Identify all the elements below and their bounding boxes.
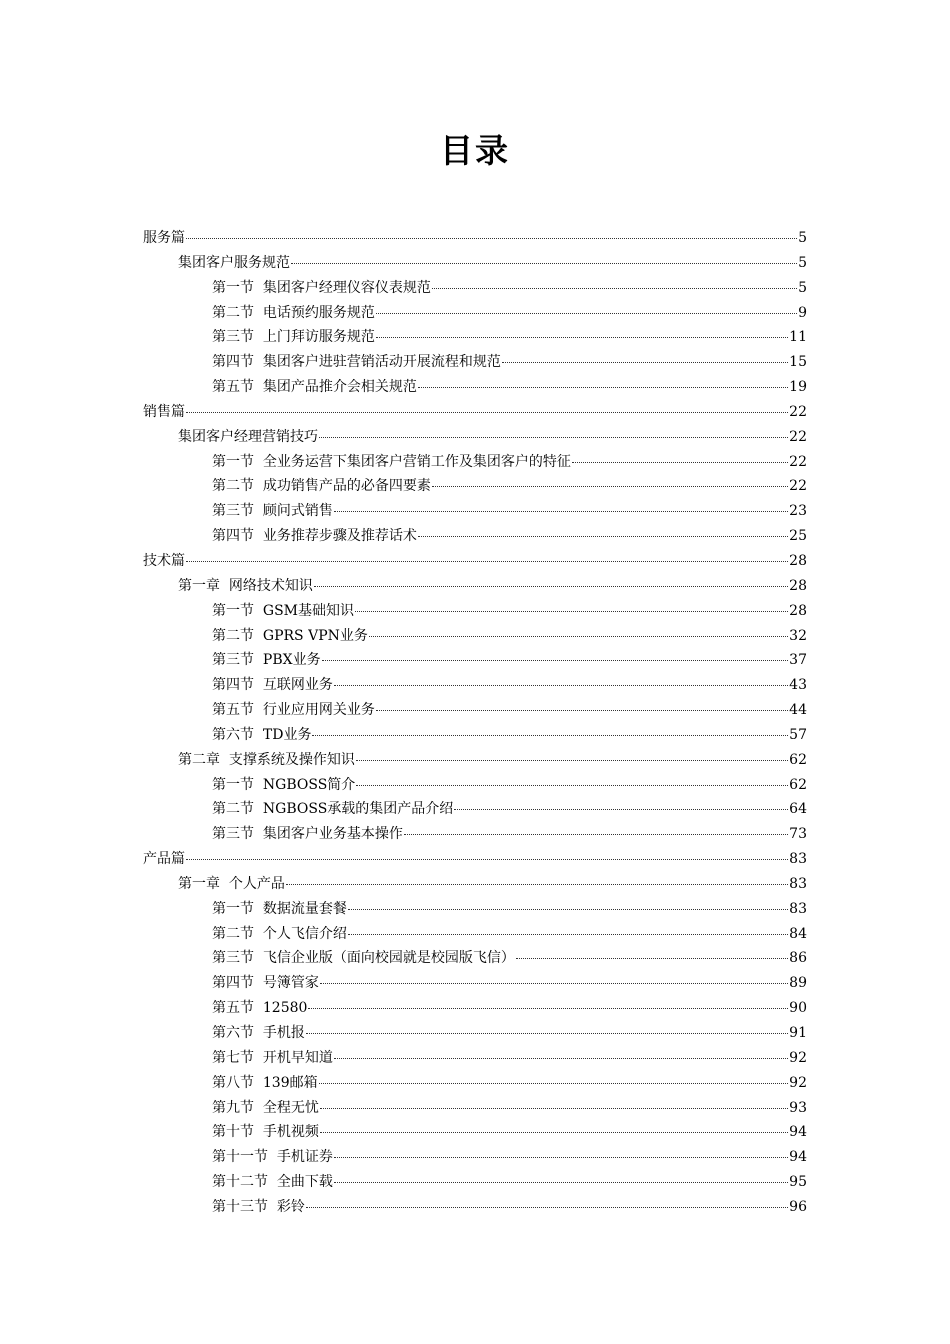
toc-entry-label: 服务篇: [143, 230, 185, 246]
toc-entry-label: 第五节 行业应用网关业务: [212, 702, 375, 719]
toc-dot-leader: [502, 362, 788, 363]
toc-entry-page-number: 89: [789, 975, 807, 992]
toc-entry-page-number: 62: [789, 776, 807, 793]
toc-entry-label: 第十三节 彩铃: [212, 1198, 305, 1215]
toc-entry-label: 集团客户经理营销技巧: [178, 428, 318, 445]
toc-dot-leader: [322, 660, 789, 661]
toc-entry-label: 第三节 PBX业务: [212, 652, 321, 669]
toc-entry[interactable]: [143, 748, 807, 773]
toc-entry-page-number: 22: [789, 403, 807, 420]
toc-entry-page-number: 96: [789, 1198, 807, 1215]
toc-entry-page-number: 22: [789, 453, 807, 470]
toc-entry-label: 第二节 NGBOSS承载的集团产品介绍: [212, 801, 454, 818]
toc-entry[interactable]: [143, 673, 807, 698]
toc-dot-leader: [320, 1132, 788, 1133]
toc-entry-label: 集团客户服务规范: [178, 254, 290, 271]
toc-entry[interactable]: [143, 872, 807, 897]
toc-entry-label: 技术篇: [143, 552, 185, 569]
toc-entry-page-number: 23: [789, 503, 807, 520]
toc-entry-page-number: 84: [789, 925, 807, 942]
toc-dot-leader: [286, 884, 788, 885]
toc-entry-page-number: 64: [789, 801, 807, 818]
toc-entry[interactable]: [143, 1096, 807, 1121]
toc-entry[interactable]: [143, 1071, 807, 1096]
toc-dot-leader: [334, 511, 788, 512]
toc-entry-label: 第三节 飞信企业版（面向校园就是校园版飞信）: [212, 950, 515, 967]
toc-entry[interactable]: [143, 1170, 807, 1195]
toc-entry-label: 第十二节 全曲下载: [212, 1174, 333, 1191]
toc-entry-page-number: 62: [789, 751, 807, 768]
toc-entry[interactable]: [143, 946, 807, 971]
toc-entry-label: 第六节 TD业务: [212, 726, 312, 743]
toc-entry-label: 第二章 支撑系统及操作知识: [178, 751, 355, 768]
toc-entry-label: 第二节 GPRS VPN业务: [212, 627, 368, 644]
toc-dot-leader: [334, 1157, 788, 1158]
toc-entry[interactable]: [143, 1145, 807, 1170]
toc-entry[interactable]: [143, 524, 807, 549]
toc-dot-leader: [319, 437, 788, 438]
toc-entry[interactable]: [143, 375, 807, 400]
toc-entry-page-number: 92: [789, 1049, 807, 1066]
toc-entry-label: 第一章 网络技术知识: [178, 577, 313, 594]
toc-entry[interactable]: [143, 822, 807, 847]
toc-dot-leader: [418, 536, 788, 537]
toc-dot-leader: [432, 288, 797, 289]
toc-dot-leader: [432, 486, 788, 487]
toc-entry[interactable]: [143, 971, 807, 996]
toc-entry-label: 第十节 手机视频: [212, 1124, 319, 1141]
toc-dot-leader: [355, 611, 788, 612]
toc-entry-page-number: 57: [789, 726, 807, 743]
toc-entry-page-number: 28: [789, 552, 807, 569]
toc-dot-leader: [320, 1108, 788, 1109]
toc-entry[interactable]: [143, 723, 807, 748]
toc-dot-leader: [348, 909, 788, 910]
toc-entry-page-number: 22: [789, 478, 807, 495]
toc-entry[interactable]: [143, 1195, 807, 1220]
toc-entry-page-number: 19: [789, 379, 807, 396]
toc-entry[interactable]: [143, 400, 807, 425]
toc-entry-label: 第四节 业务推荐步骤及推荐话术: [212, 528, 417, 545]
toc-entry-page-number: 86: [789, 950, 807, 967]
toc-entry-label: 第八节 139邮箱: [212, 1074, 318, 1091]
toc-entry-page-number: 95: [789, 1174, 807, 1191]
toc-entry[interactable]: [143, 922, 807, 947]
toc-entry[interactable]: [143, 897, 807, 922]
toc-entry[interactable]: [143, 450, 807, 475]
toc-entry-page-number: 5: [798, 279, 807, 296]
toc-entry-label: 第二节 个人飞信介绍: [212, 925, 347, 942]
toc-entry-page-number: 37: [789, 652, 807, 669]
toc-entry-page-number: 9: [798, 304, 807, 321]
page-title: 目录: [440, 131, 510, 170]
toc-dot-leader: [356, 785, 788, 786]
toc-entry-label: 第九节 全程无忧: [212, 1099, 319, 1116]
toc-entry[interactable]: [143, 301, 807, 326]
toc-entry-page-number: 92: [789, 1074, 807, 1091]
toc-entry-page-number: 43: [789, 677, 807, 694]
toc-dot-leader: [314, 586, 788, 587]
toc-entry[interactable]: [143, 276, 807, 301]
toc-entry[interactable]: [143, 425, 807, 450]
toc-entry-label: 第二节 电话预约服务规范: [212, 304, 375, 321]
toc-dot-leader: [376, 313, 797, 314]
toc-dot-leader: [454, 809, 788, 810]
toc-dot-leader: [404, 834, 788, 835]
toc-entry[interactable]: [143, 797, 807, 822]
toc-dot-leader: [348, 934, 788, 935]
toc-entry-page-number: 25: [789, 528, 807, 545]
toc-entry-label: 第一节 NGBOSS简介: [212, 776, 356, 793]
toc-entry[interactable]: [143, 996, 807, 1021]
toc-dot-leader: [376, 710, 788, 711]
toc-entry-page-number: 28: [789, 577, 807, 594]
toc-dot-leader: [369, 636, 788, 637]
toc-dot-leader: [312, 735, 788, 736]
toc-entry[interactable]: [143, 325, 807, 350]
toc-entry-page-number: 5: [798, 230, 807, 246]
toc-dot-leader: [418, 387, 788, 388]
toc-entry[interactable]: [143, 499, 807, 524]
toc-entry-label: 第四节 集团客户进驻营销活动开展流程和规范: [212, 354, 501, 371]
toc-dot-leader: [320, 983, 788, 984]
toc-entry[interactable]: [143, 624, 807, 649]
toc-entry-page-number: 44: [789, 702, 807, 719]
table-of-contents: [143, 226, 807, 1220]
toc-entry-page-number: 83: [789, 851, 807, 868]
toc-dot-leader: [306, 1207, 788, 1208]
toc-entry-label: 第四节 互联网业务: [212, 677, 333, 694]
toc-dot-leader: [186, 859, 788, 860]
toc-dot-leader: [516, 958, 788, 959]
toc-entry-label: 销售篇: [143, 403, 185, 420]
toc-dot-leader: [319, 1083, 789, 1084]
toc-entry[interactable]: [143, 350, 807, 375]
toc-dot-leader: [186, 561, 788, 562]
toc-entry-label: 第三节 上门拜访服务规范: [212, 329, 375, 346]
toc-entry-label: 第三节 顾问式销售: [212, 503, 333, 520]
toc-entry[interactable]: [143, 1021, 807, 1046]
toc-entry-label: 产品篇: [143, 851, 185, 868]
toc-entry-page-number: 94: [789, 1149, 807, 1166]
toc-dot-leader: [308, 1008, 788, 1009]
toc-entry-label: 第五节 12580: [212, 1000, 308, 1017]
toc-entry-label: 第十一节 手机证券: [212, 1149, 333, 1166]
toc-entry-label: 第五节 集团产品推介会相关规范: [212, 379, 417, 396]
toc-dot-leader: [334, 1182, 788, 1183]
toc-dot-leader: [334, 685, 788, 686]
toc-dot-leader: [572, 462, 788, 463]
toc-entry-label: 第二节 成功销售产品的必备四要素: [212, 478, 431, 495]
toc-entry-label: 第六节 手机报: [212, 1025, 305, 1041]
toc-entry[interactable]: [143, 549, 807, 574]
toc-entry[interactable]: [143, 226, 807, 251]
toc-entry[interactable]: [143, 1120, 807, 1145]
toc-dot-leader: [186, 238, 797, 239]
toc-entry-label: 第三节 集团客户业务基本操作: [212, 826, 403, 843]
toc-entry-label: 第一节 集团客户经理仪容仪表规范: [212, 279, 431, 296]
toc-dot-leader: [186, 412, 788, 413]
toc-dot-leader: [334, 1058, 788, 1059]
toc-entry[interactable]: [143, 474, 807, 499]
toc-entry[interactable]: [143, 574, 807, 599]
toc-entry-label: 第四节 号簿管家: [212, 975, 319, 992]
toc-entry-label: 第七节 开机早知道: [212, 1049, 333, 1066]
toc-entry-page-number: 90: [789, 1000, 807, 1017]
toc-entry-page-number: 83: [789, 900, 807, 917]
toc-entry-page-number: 28: [789, 602, 807, 619]
toc-dot-leader: [376, 337, 788, 338]
toc-entry-page-number: 93: [789, 1099, 807, 1116]
toc-entry[interactable]: [143, 773, 807, 798]
toc-entry-page-number: 32: [789, 627, 807, 644]
toc-entry-page-number: 94: [789, 1124, 807, 1141]
toc-entry-page-number: 15: [789, 354, 807, 371]
toc-entry[interactable]: [143, 599, 807, 624]
toc-dot-leader: [291, 263, 797, 264]
toc-entry[interactable]: [143, 698, 807, 723]
toc-entry-label: 第一节 全业务运营下集团客户营销工作及集团客户的特征: [212, 453, 571, 470]
toc-entry-label: 第一节 数据流量套餐: [212, 900, 347, 917]
toc-entry-page-number: 22: [789, 428, 807, 445]
toc-entry[interactable]: [143, 648, 807, 673]
toc-entry-page-number: 11: [789, 329, 807, 346]
toc-dot-leader: [356, 760, 788, 761]
toc-entry-page-number: 91: [789, 1025, 807, 1041]
toc-entry-page-number: 83: [789, 875, 807, 892]
toc-entry-page-number: 5: [798, 254, 807, 271]
toc-entry[interactable]: [143, 847, 807, 872]
toc-entry-label: 第一章 个人产品: [178, 875, 285, 892]
toc-dot-leader: [306, 1033, 788, 1034]
toc-entry[interactable]: [143, 1046, 807, 1071]
toc-entry-label: 第一节 GSM基础知识: [212, 602, 355, 619]
toc-entry[interactable]: [143, 251, 807, 276]
toc-entry-page-number: 73: [789, 826, 807, 843]
